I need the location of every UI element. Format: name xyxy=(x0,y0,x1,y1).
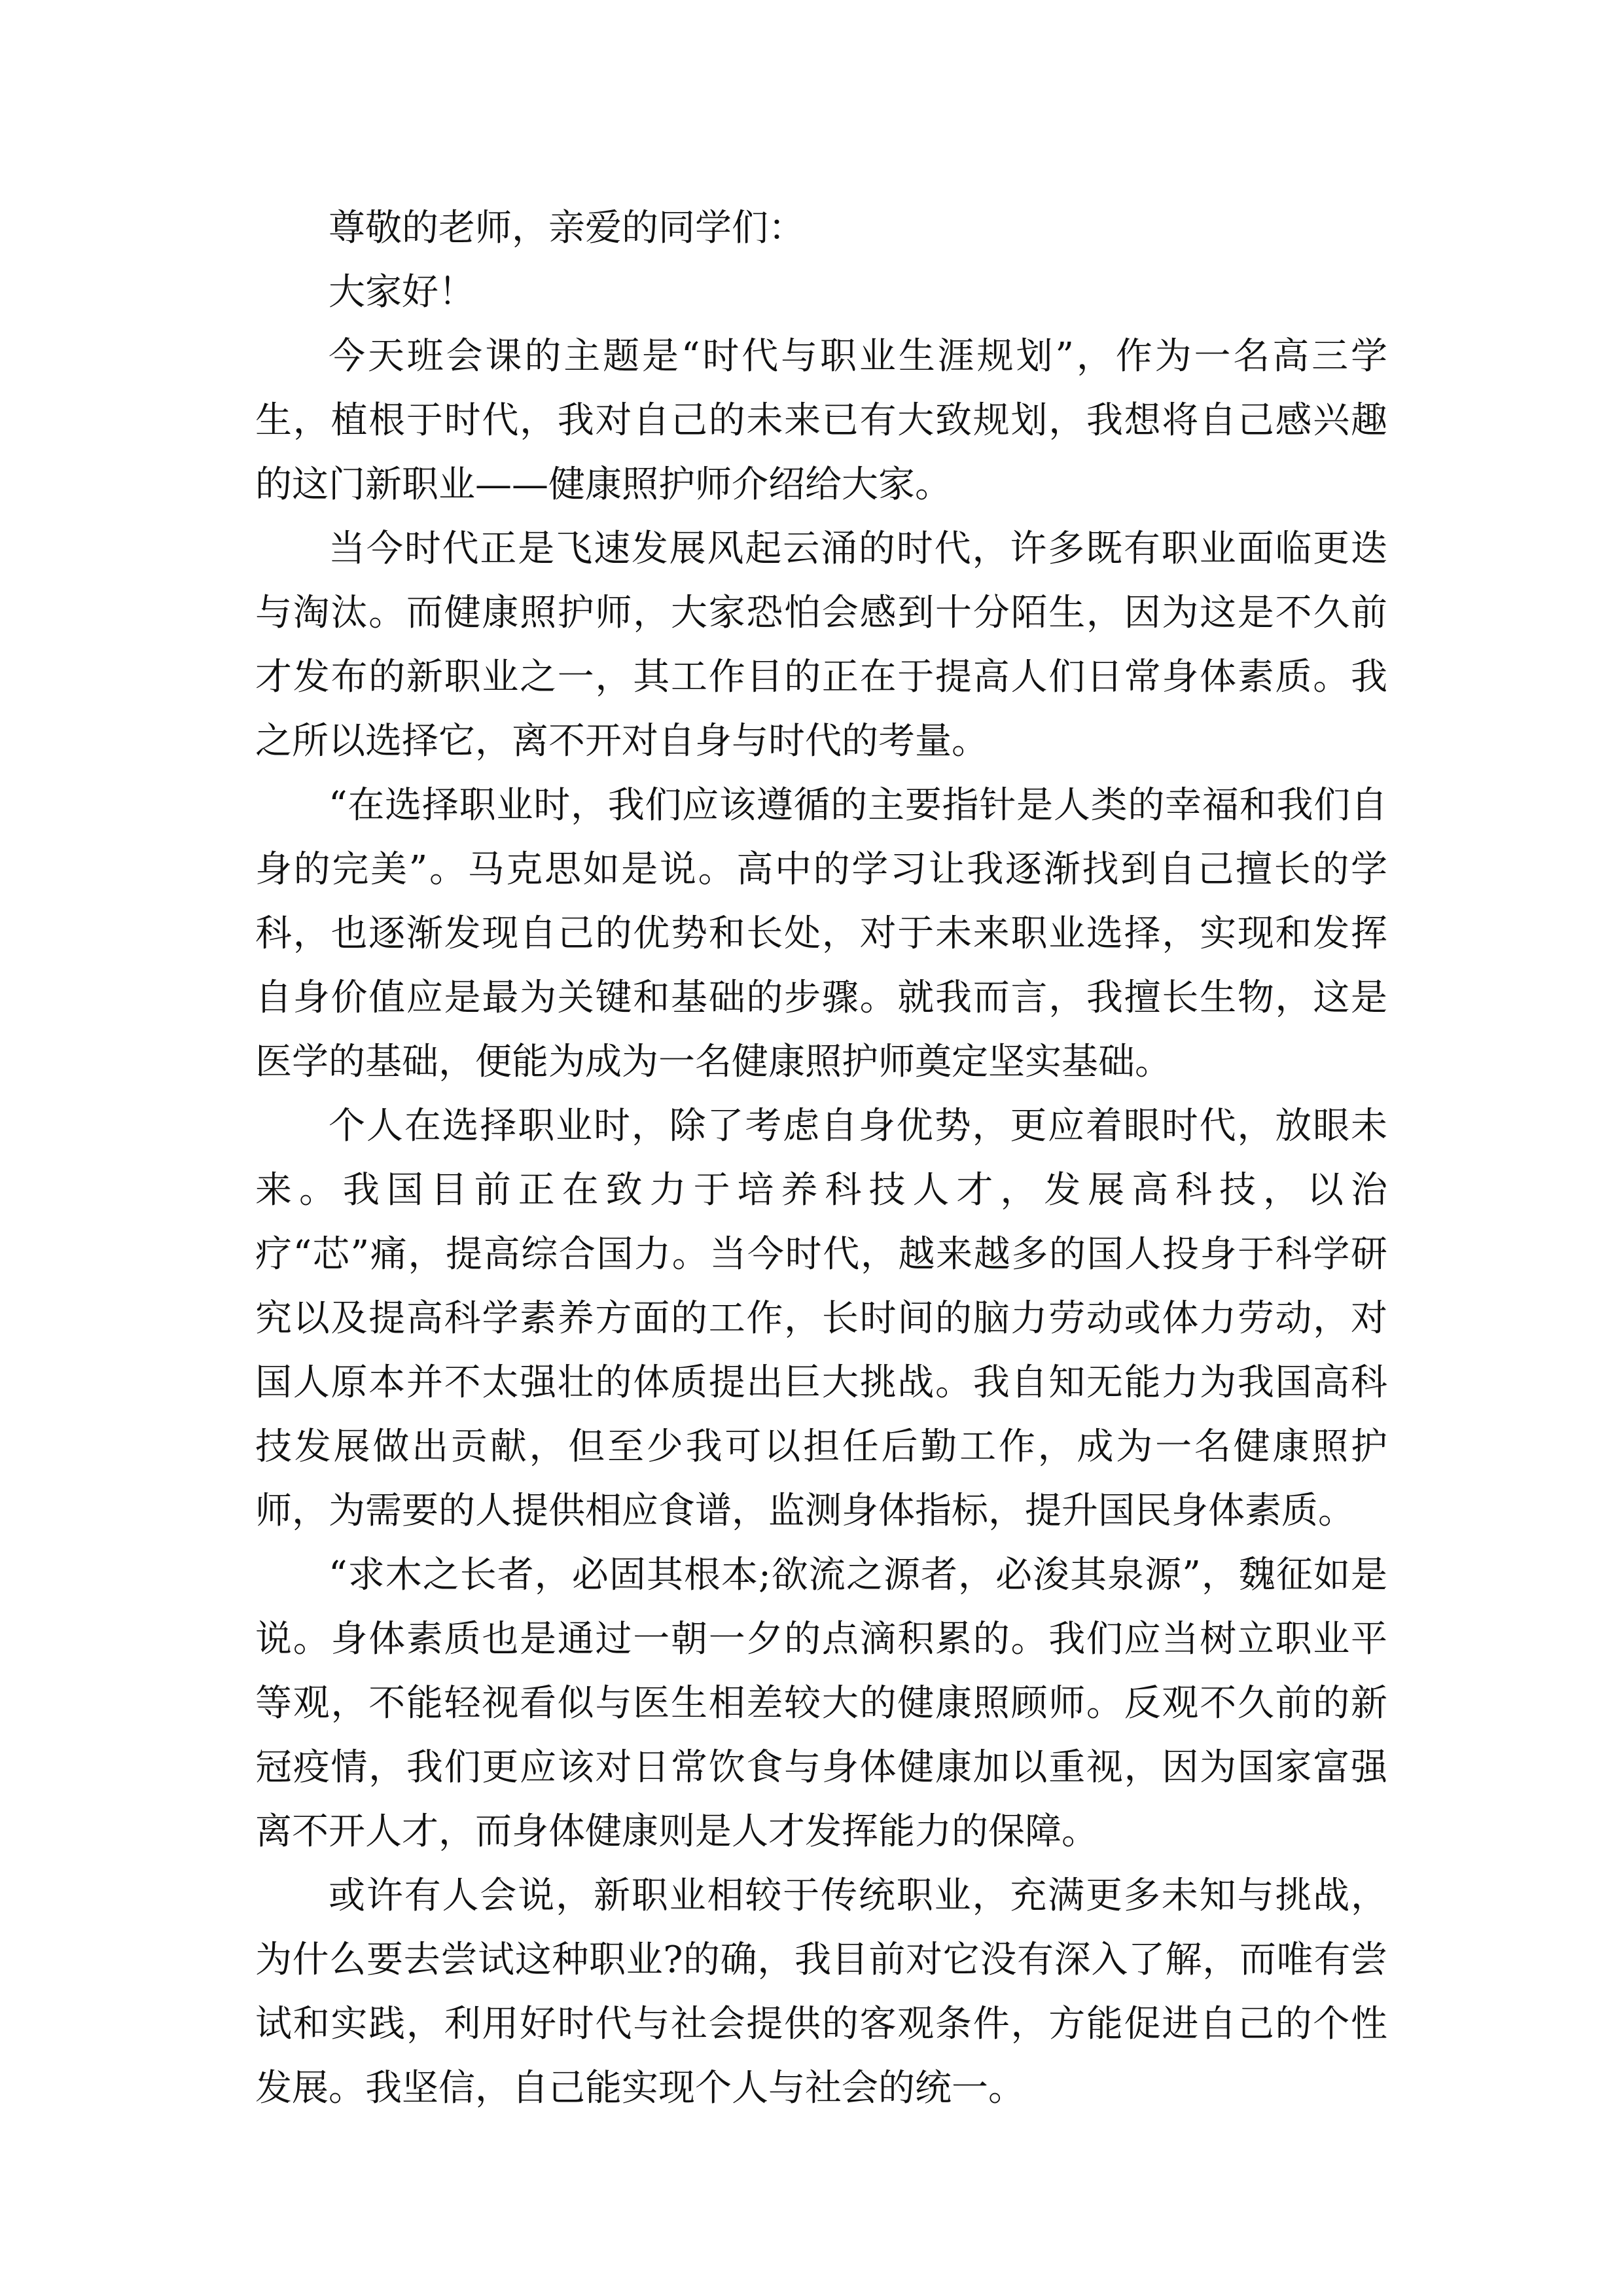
paragraph-era: 当今时代正是飞速发展风起云涌的时代，许多既有职业面临更迭与淘汰。而健康照护师，大家恐怕会感到十分陌生，因为这是不久前才发布的新职业之一，其工作目的正在于提高人们日常身体素质。我之所以选择它，离不开对自身与时代的考量。 xyxy=(255,528,1387,762)
paragraph-future: 个人在选择职业时，除了考虑自身优势，更应着眼时代，放眼未来。我国目前正在致力于培养科技人才，发展高科技，以治疗“芯”痛，提高综合国力。当今时代，越来越多的国人投身于科学研究以及提高科学素养方面的工作，长时间的脑力劳动或体力劳动，对国人原本并不太强壮的体质提出巨大挑战。我自知无能力为我国高科技发展做出贡献，但至少我可以担任后勤工作，成为一名健康照护师，为需要的人提供相应食谱，监测身体指标，提升国民身体素质。 xyxy=(255,1105,1387,1532)
speech-body xyxy=(255,196,1387,2121)
paragraph-topic: 今天班会课的主题是“时代与职业生涯规划”，作为一名高三学生，植根于时代，我对自己的未来已有大致规划，我想将自己感兴趣的这门新职业——健康照护师介绍给大家。 xyxy=(255,335,1387,506)
greeting-line: 尊敬的老师，亲爱的同学们： xyxy=(329,207,805,249)
hello-line: 大家好！ xyxy=(329,271,475,314)
paragraph-marx-quote: “在选择职业时，我们应该遵循的主要指针是人类的幸福和我们自身的完美”。马克思如是说。高中的学习让我逐渐找到自己擅长的学科，也逐渐发现自己的优势和长处，对于未来职业选择，实现和发挥自身价值应是最为关键和基础的步骤。就我而言，我擅长生物，这是医学的基础，便能为成为一名健康照护师奠定坚实基础。 xyxy=(255,784,1387,1083)
paragraph-weizheng-quote: “求木之长者，必固其根本;欲流之源者，必浚其泉源”，魏征如是说。身体素质也是通过一朝一夕的点滴积累的。我们应当树立职业平等观，不能轻视看似与医生相差较大的健康照顾师。反观不久前的新冠疫情，我们更应该对日常饮食与身体健康加以重视，因为国家富强离不开人才，而身体健康则是人才发挥能力的保障。 xyxy=(255,1554,1387,1853)
paragraph-conclusion: 或许有人会说，新职业相较于传统职业，充满更多未知与挑战，为什么要去尝试这种职业?的确，我目前对它没有深入了解，而唯有尝试和实践，利用好时代与社会提供的客观条件，方能促进自己的个性发展。我坚信，自己能实现个人与社会的统一。 xyxy=(255,1874,1387,2109)
